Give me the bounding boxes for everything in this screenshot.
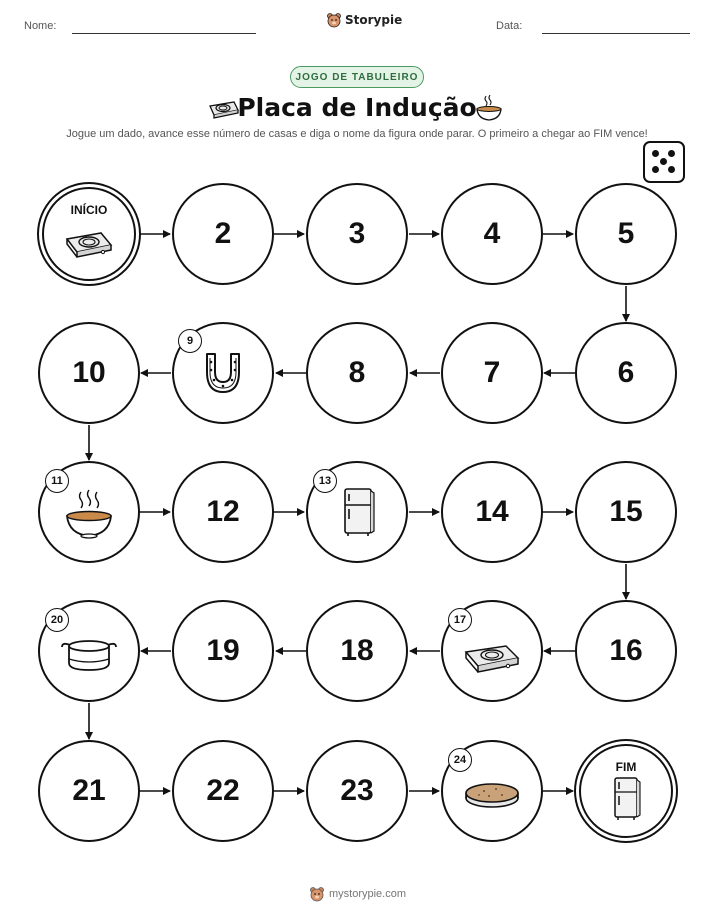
space-number-badge: 11 xyxy=(45,469,69,493)
name-label: Nome: xyxy=(24,20,57,32)
space-number: 6 xyxy=(617,356,635,389)
space-number: 2 xyxy=(214,217,232,250)
date-label: Data: xyxy=(496,20,523,32)
induction-hob-icon xyxy=(63,221,115,261)
footer xyxy=(309,886,406,902)
space-number: 14 xyxy=(475,495,509,528)
space-number-badge: 17 xyxy=(448,608,472,632)
brand-name: Storypie xyxy=(345,13,403,27)
board-space-23[interactable] xyxy=(306,740,408,842)
space-number: 22 xyxy=(206,774,240,807)
board-space-3[interactable] xyxy=(306,183,408,285)
board-space-15[interactable] xyxy=(575,461,677,563)
fridge-icon xyxy=(609,775,643,823)
instructions: Jogue um dado, avance esse número de casas e diga o nome da figura onde parar. O primeiro a chegar ao FIM vence! xyxy=(66,128,648,140)
fridge-icon xyxy=(337,485,377,539)
game-type-badge: JOGO DE TABULEIRO xyxy=(290,66,424,88)
space-number: 16 xyxy=(609,634,643,667)
page-title: Placa de Indução xyxy=(237,93,477,122)
board-space-8[interactable] xyxy=(306,322,408,424)
board-space-finish[interactable] xyxy=(579,744,673,838)
board-space-22[interactable] xyxy=(172,740,274,842)
space-number-badge: 24 xyxy=(448,748,472,772)
board-space-2[interactable] xyxy=(172,183,274,285)
board-space-4[interactable] xyxy=(441,183,543,285)
board-space-12[interactable] xyxy=(172,461,274,563)
board-space-14[interactable] xyxy=(441,461,543,563)
space-number-badge: 20 xyxy=(45,608,69,632)
board-space-10[interactable] xyxy=(38,322,140,424)
space-number: 3 xyxy=(348,217,366,250)
space-number: 21 xyxy=(72,774,106,807)
board-space-18[interactable] xyxy=(306,600,408,702)
space-number: 23 xyxy=(340,774,374,807)
board-space-5[interactable] xyxy=(575,183,677,285)
board-space-21[interactable] xyxy=(38,740,140,842)
space-number: 18 xyxy=(340,634,374,667)
space-number-badge: 13 xyxy=(313,469,337,493)
cooking-pot-icon xyxy=(60,635,118,675)
space-number: 15 xyxy=(609,495,643,528)
pancake-icon xyxy=(462,776,522,812)
board-space-16[interactable] xyxy=(575,600,677,702)
space-number: 19 xyxy=(206,634,240,667)
board-space-6[interactable] xyxy=(575,322,677,424)
space-number: 10 xyxy=(72,356,106,389)
finish-label: FIM xyxy=(615,760,637,774)
board-space-19[interactable] xyxy=(172,600,274,702)
space-number: 8 xyxy=(348,356,366,389)
board-space-start[interactable] xyxy=(42,187,136,281)
soup-bowl-icon xyxy=(61,488,117,542)
induction-hob-icon xyxy=(462,636,522,676)
bear-icon xyxy=(309,886,325,902)
space-number-badge: 9 xyxy=(178,329,202,353)
footer-url[interactable]: mystorypie.com xyxy=(329,888,407,900)
space-number: 5 xyxy=(617,217,635,250)
space-number: 7 xyxy=(483,356,501,389)
space-number: 12 xyxy=(206,495,240,528)
board-space-7[interactable] xyxy=(441,322,543,424)
start-label: INÍCIO xyxy=(70,203,108,217)
horseshoe-icon xyxy=(197,348,249,398)
space-number: 4 xyxy=(483,217,501,250)
